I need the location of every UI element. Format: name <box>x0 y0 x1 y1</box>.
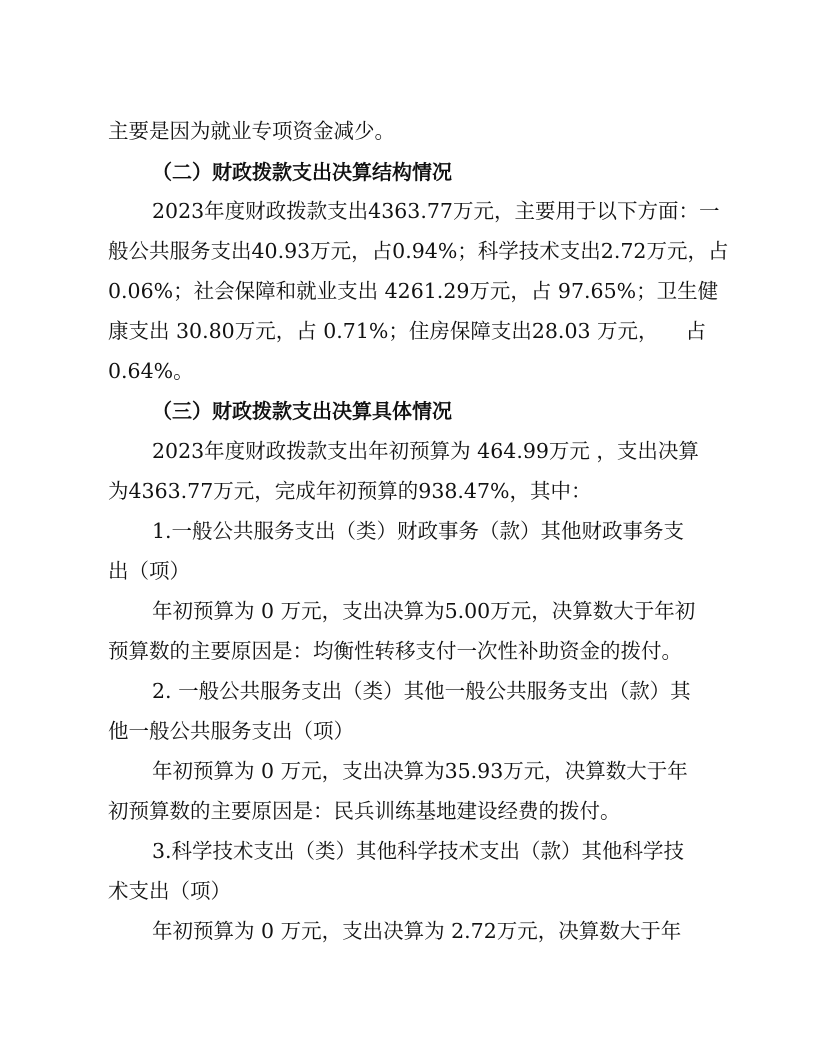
list-item-title: 术支出（项） <box>108 879 231 903</box>
paragraph-line: 为4363.77万元，完成年初预算的938.47%，其中： <box>108 479 592 503</box>
paragraph-line: 年初预算为 0 万元，支出决算为35.93万元，决算数大于年 <box>152 759 688 783</box>
paragraph-line: 年初预算为 0 万元，支出决算为 2.72万元，决算数大于年 <box>152 919 682 943</box>
list-item-title: 1.一般公共服务支出（类）财政事务（款）其他财政事务支 <box>152 519 685 543</box>
paragraph-line-text: 康支出 30.80万元，占 0.71%；住房保障支出28.03 万元， <box>108 319 659 343</box>
paragraph-line: 2023年度财政拨款支出4363.77万元，主要用于以下方面：一 <box>152 199 720 223</box>
paragraph-line: 初预算数的主要原因是：民兵训练基地建设经费的拨付。 <box>108 799 621 823</box>
paragraph-line: 主要是因为就业专项资金减少。 <box>108 119 395 143</box>
section-heading: （三）财政拨款支出决算具体情况 <box>152 399 452 423</box>
paragraph-line: 0.06%；社会保障和就业支出 4261.29万元，占 97.65%；卫生健 <box>108 279 719 303</box>
list-item-title: 3.科学技术支出（类）其他科学技术支出（款）其他科学技 <box>152 839 685 863</box>
paragraph-line: 年初预算为 0 万元，支出决算为5.00万元，决算数大于年初 <box>152 599 696 623</box>
list-item-title: 出（项） <box>108 559 190 583</box>
paragraph-line: 0.64%。 <box>108 359 194 383</box>
paragraph-line: 般公共服务支出40.93万元，占0.94%；科学技术支出2.72万元，占 <box>108 239 729 263</box>
paragraph-line <box>108 317 706 345</box>
paragraph-line: 预算数的主要原因是：均衡性转移支付一次性补助资金的拨付。 <box>108 639 682 663</box>
list-item-title: 2. 一般公共服务支出（类）其他一般公共服务支出（款）其 <box>152 679 691 703</box>
paragraph-line-text: 占 <box>685 319 706 343</box>
list-item-title: 他一般公共服务支出（项） <box>108 719 354 743</box>
paragraph-line: 2023年度财政拨款支出年初预算为 464.99万元 ，支出决算 <box>152 439 699 463</box>
section-heading: （二）财政拨款支出决算结构情况 <box>152 160 452 184</box>
